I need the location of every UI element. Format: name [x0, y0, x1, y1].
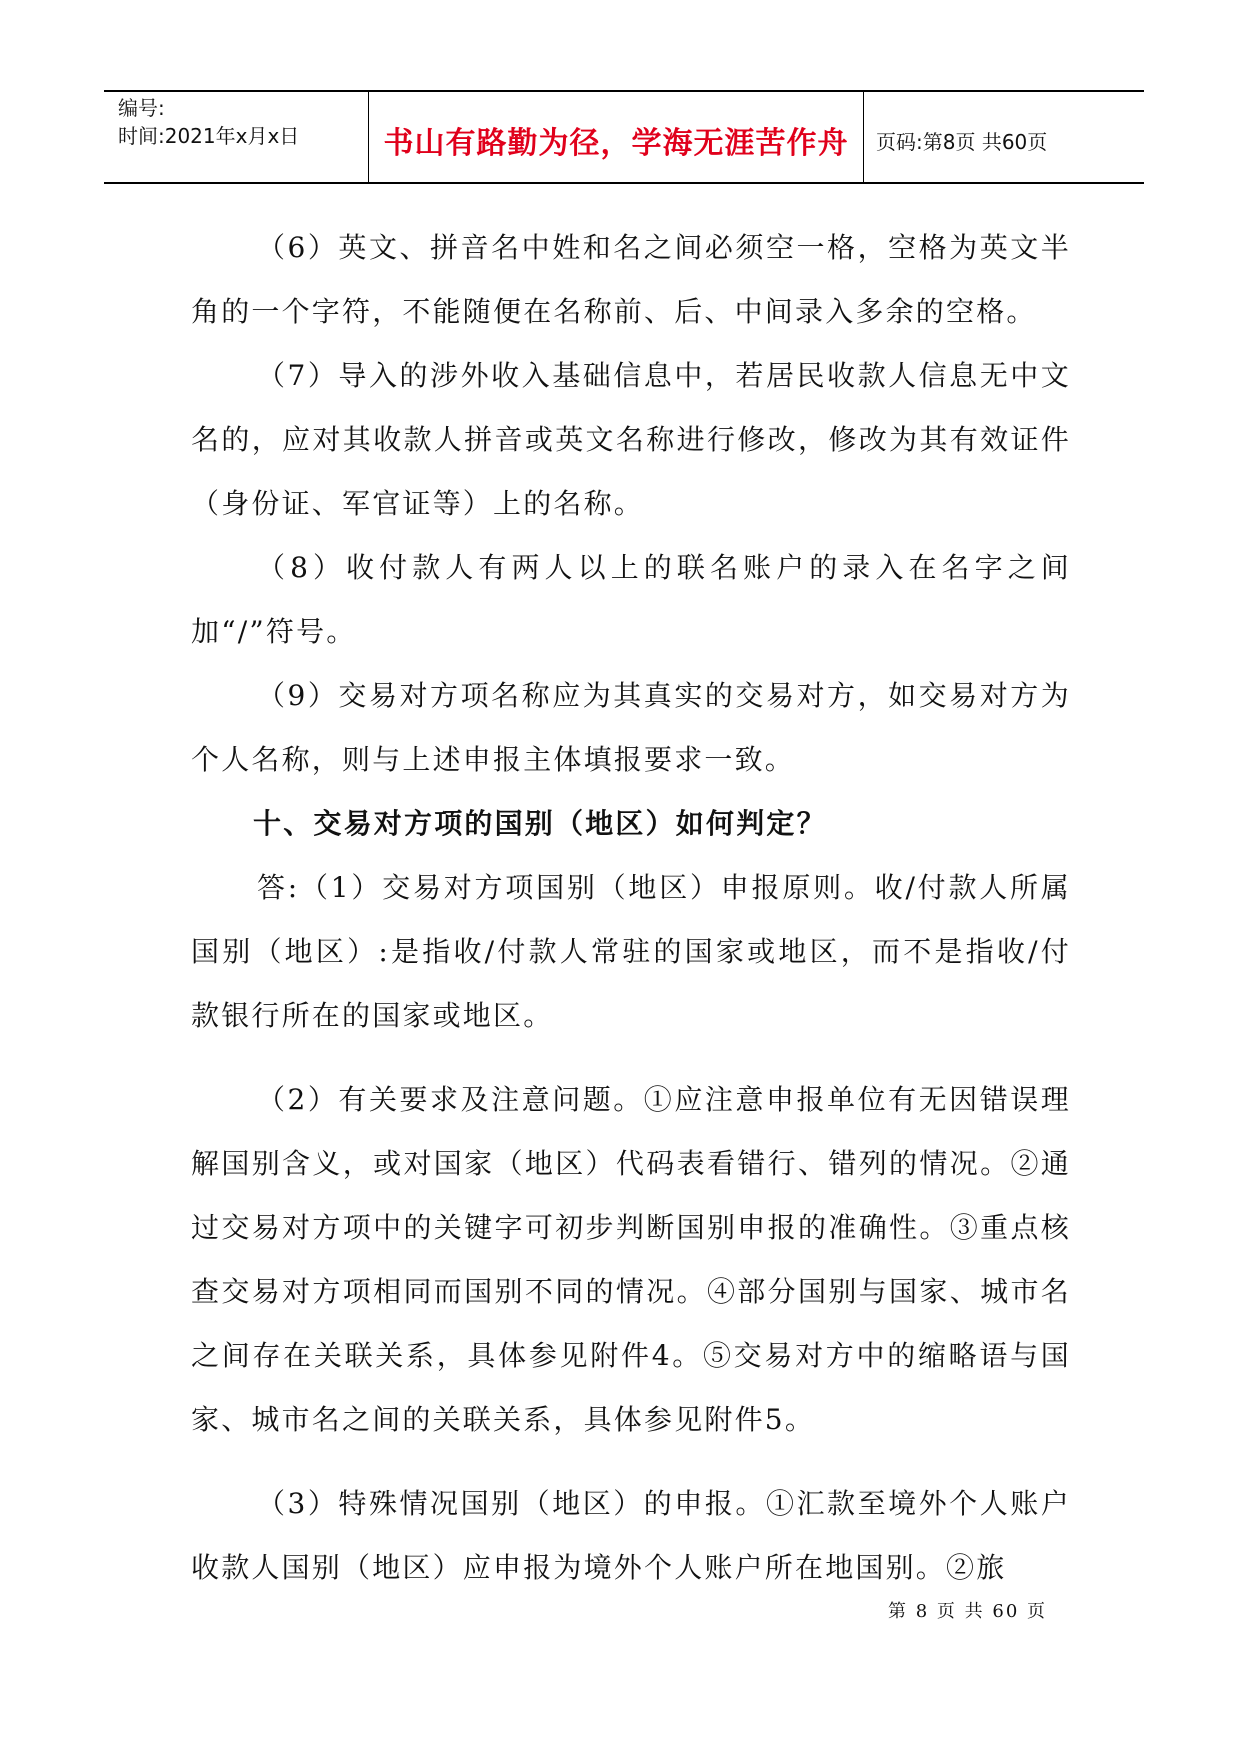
header-info-cell: [104, 92, 369, 182]
paragraph-item-7: （7）导入的涉外收入基础信息中，若居民收款人信息无中文名的，应对其收款人拼音或英文名称进行修改，修改为其有效证件（身份证、军官证等）上的名称。: [191, 359, 1071, 520]
header-page-cell: [864, 92, 1144, 182]
answer-paragraph-1: 答:（1）交易对方项国别（地区）申报原则。收/付款人所属国别（地区）:是指收/付款人常驻的国家或地区，而不是指收/付款银行所在的国家或地区。: [191, 871, 1071, 1032]
page-header: [104, 90, 1144, 184]
answer-paragraph-2: （2）有关要求及注意问题。①应注意申报单位有无因错误理解国别含义，或对国家（地区）代码表看错行、错列的情况。②通过交易对方项中的关键字可初步判断国别申报的准确性。③重点核查交易对方项相同而国别不同的情况。④部分国别与国家、城市名之间存在关联关系，具体参见附件4。⑤交易对方中的缩略语与国家、城市名之间的关联关系，具体参见附件5。: [191, 1083, 1071, 1436]
header-page-number: 页码:第8页 共60页: [876, 129, 1048, 154]
paragraph-item-6: （6）英文、拼音名中姓和名之间必须空一格，空格为英文半角的一个字符，不能随便在名称前、后、中间录入多余的空格。: [191, 231, 1071, 328]
paragraph-item-8: （8）收付款人有两人以上的联名账户的录入在名字之间加“/”符号。: [191, 551, 1071, 648]
document-code-label: 编号:: [118, 96, 165, 120]
paragraph-item-9: （9）交易对方项名称应为其真实的交易对方，如交易对方为个人名称，则与上述申报主体填报要求一致。: [191, 679, 1071, 776]
answer-paragraph-3: （3）特殊情况国别（地区）的申报。①汇款至境外个人账户收款人国别（地区）应申报为境外个人账户所在地国别。②旅: [191, 1487, 1071, 1584]
document-body: [191, 216, 1071, 1600]
header-motto: 书山有路勤为径，学海无涯苦作舟: [383, 126, 849, 161]
footer-page-number: 第 8 页 共 60 页: [888, 1601, 1047, 1622]
page-footer: [888, 1597, 1047, 1623]
header-motto-cell: [369, 92, 864, 182]
document-time-label: 时间:2021年x月x日: [118, 124, 300, 148]
section-heading: 十、交易对方项的国别（地区）如何判定？: [253, 807, 827, 840]
